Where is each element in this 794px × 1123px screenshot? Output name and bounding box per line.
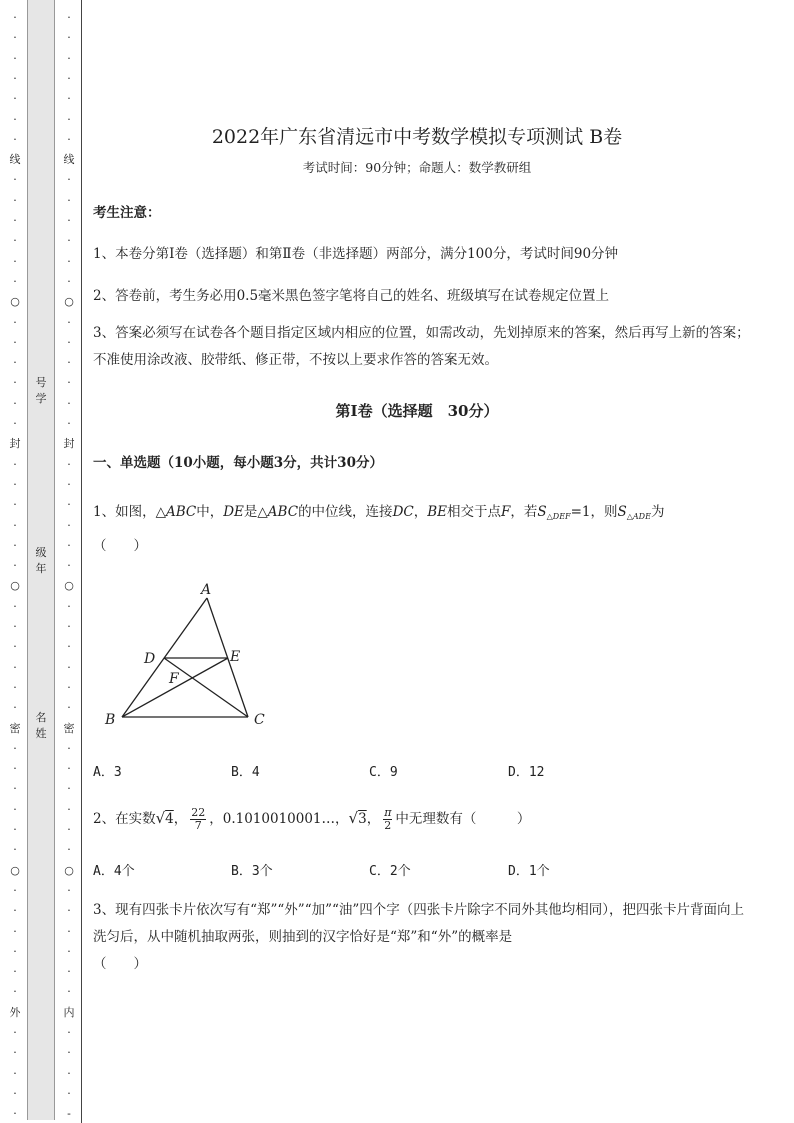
section-title: 第Ⅰ卷（选择题 30分）	[335, 402, 499, 420]
margin-mark: ·	[67, 1046, 71, 1060]
margin-mark: ○	[64, 579, 74, 593]
margin-mark: ·	[67, 701, 71, 715]
margin-mark: ·	[67, 985, 71, 999]
margin-mark: ·	[13, 640, 17, 654]
margin-mark: ·	[13, 51, 17, 65]
q2-option-d[interactable]: D．1个	[508, 864, 550, 879]
margin-mark: ·	[13, 701, 17, 715]
q2-option-a[interactable]: A．4个	[93, 864, 135, 879]
margin-mark: ○	[64, 863, 74, 877]
margin-mark: ○	[10, 863, 20, 877]
margin-mark: ·	[67, 315, 71, 329]
margin-mark: ·	[67, 31, 71, 45]
margin-mark: ·	[67, 335, 71, 349]
margin-mark: ·	[67, 823, 71, 836]
margin-mark: ·	[67, 620, 71, 633]
label-f: F	[169, 671, 179, 687]
margin-mark: ·	[13, 823, 17, 836]
margin-mark: 密	[9, 721, 21, 735]
margin-mark: ·	[13, 214, 17, 227]
margin-mark: ·	[67, 802, 71, 816]
margin-mark: 封	[63, 437, 75, 451]
margin-mark: ·	[13, 315, 17, 329]
margin-mark: ·	[67, 1086, 71, 1100]
margin-mark: ·	[13, 904, 17, 918]
part-heading: 一、单选题（10小题，每小题3分，共计30分）	[93, 455, 383, 471]
exam-info: 考试时间：90分钟；命题人：数学教研组	[302, 160, 532, 175]
margin-mark: ·	[13, 112, 17, 126]
margin-mark: 密	[63, 721, 75, 735]
margin-mark: ·	[13, 1066, 17, 1080]
margin-mark: ○	[10, 295, 20, 309]
margin-mark: ·	[13, 477, 17, 491]
margin-mark: ·	[67, 904, 71, 918]
notice-item-2: 2、答卷前，考生务必用0.5毫米黑色签字笔将自己的姓名、班级填写在试卷规定位置上	[93, 288, 610, 304]
margin-mark: ·	[67, 51, 71, 65]
name-label: 名 姓	[35, 711, 47, 740]
segment-be	[122, 658, 228, 717]
margin-mark: ·	[13, 620, 17, 633]
margin-mark: ·	[67, 924, 71, 938]
margin-mark: 线	[63, 153, 75, 167]
margin-mark: ·	[67, 741, 71, 755]
margin-mark: ·	[13, 335, 17, 349]
margin-mark: ·	[13, 234, 17, 248]
margin-mark: ·	[13, 883, 17, 897]
margin-mark: ·	[67, 132, 71, 146]
margin-mark: ·	[67, 680, 71, 694]
question-2-stem: 2、在实数√4， $\frac{22}{7}$ ，0.1010010001…，√3， $\frac{\pi}{2}$ 中无理数有（ ）	[93, 806, 531, 832]
margin-mark: ·	[13, 498, 17, 512]
margin-mark: ·	[67, 193, 71, 207]
margin-mark: 封	[9, 437, 21, 451]
margin-mark: ·	[67, 11, 71, 24]
margin-mark: ·	[67, 640, 71, 654]
q1-option-d[interactable]: D．12	[508, 765, 545, 780]
margin-mark: ·	[13, 71, 17, 85]
margin-mark: ○	[64, 295, 74, 309]
margin-mark: 内	[63, 1005, 75, 1019]
margin-mark: ·	[67, 965, 71, 979]
margin-mark: ·	[13, 457, 17, 471]
question-1-paren: （ ）	[93, 538, 147, 554]
margin-mark: ·	[13, 92, 17, 106]
margin-mark: ·	[67, 92, 71, 106]
label-e: E	[230, 649, 241, 665]
margin-mark: ·	[13, 518, 17, 532]
notice-item-1: 1、本卷分第Ⅰ卷（选择题）和第Ⅱ卷（非选择题）两部分，满分100分，考试时间90分钟	[93, 246, 619, 262]
label-d: D	[144, 651, 156, 667]
margin-mark: ·	[67, 1066, 71, 1080]
margin-mark: ·	[67, 782, 71, 796]
margin-mark: ·	[67, 1026, 71, 1039]
margin-mark: ·	[13, 1107, 17, 1121]
margin-mark: ·	[13, 762, 17, 776]
margin-mark: ·	[13, 356, 17, 370]
question-3-stem: 3、现有四张卡片依次写有“郑”“外”“加”“油”四个字（四张卡片除字不同外其他均相同），把四张卡片背面向上洗匀后，从中随机抽取两张，则抽到的汉字恰好是“郑”和“外”的概率是	[93, 902, 745, 945]
margin-mark: ○	[10, 579, 20, 593]
margin-mark: ·	[13, 538, 17, 552]
page-title: 2022年广东省清远市中考数学模拟专项测试 B卷	[211, 126, 623, 148]
margin-mark: ·	[67, 396, 71, 410]
q2-option-c[interactable]: C．2个	[369, 864, 411, 879]
margin-mark: ·	[13, 31, 17, 45]
margin-mark: ·	[13, 173, 17, 187]
margin-mark: 线	[9, 153, 21, 167]
margin-mark: ·	[13, 417, 17, 430]
margin-mark: ·	[13, 1086, 17, 1100]
margin-mark: ·	[13, 559, 17, 573]
q1-option-c[interactable]: C．9	[369, 765, 398, 780]
label-a: A	[201, 582, 212, 598]
margin-mark: ·	[13, 193, 17, 207]
segment-dc	[164, 658, 248, 717]
margin-mark: ·	[13, 843, 17, 857]
margin-mark: ·	[67, 599, 71, 613]
notice-item-3: 3、答案必须写在试卷各个题目指定区域内相应的位置，如需改动，先划掉原来的答案，然后再写上新的答案；不准使用涂改液、胶带纸、修正带，不按以上要求作答的答案无效。	[93, 325, 750, 368]
student-id-label: 号 学	[35, 376, 47, 405]
margin-mark: ·	[13, 396, 17, 410]
triangle-figure	[100, 575, 280, 735]
margin-mark: ·	[13, 660, 17, 674]
margin-mark: ·	[67, 173, 71, 187]
margin-mark: ·	[13, 254, 17, 268]
margin-mark: ·	[13, 599, 17, 613]
margin-mark: ·	[67, 457, 71, 471]
margin-mark: ·	[67, 254, 71, 268]
fraction-pi-2: $\frac{\pi}{2}$	[384, 806, 392, 832]
margin-mark: ·	[67, 477, 71, 491]
margin-mark: ·	[13, 1026, 17, 1039]
fraction-22-7: $\frac{22}{7}$	[191, 806, 206, 832]
margin-mark: ·	[13, 11, 17, 24]
margin-mark: ·	[67, 498, 71, 512]
margin-mark: ·	[67, 234, 71, 248]
margin-mark: ·	[13, 741, 17, 755]
margin-mark: ·	[67, 843, 71, 857]
margin-mark: ·	[67, 274, 71, 288]
margin-mark: ·	[13, 274, 17, 288]
q1-option-b[interactable]: B．4	[231, 765, 260, 780]
margin-mark: ·	[67, 376, 71, 390]
margin-mark: ·	[13, 132, 17, 146]
margin-mark: ·	[67, 762, 71, 776]
margin-mark: ·	[67, 660, 71, 674]
margin-mark: ·	[67, 112, 71, 126]
margin-mark: ·	[67, 518, 71, 532]
question-1-stem: 1、如图，△ABC中，DE是△ABC的中位线，连接DC，BE相交于点F，若$S_{\triangle DEF}=1$，则$S_{\triangle ADE}$为	[93, 504, 665, 521]
q1-option-a[interactable]: A．3	[93, 765, 122, 780]
class-label: 级 年	[35, 546, 47, 575]
margin-mark: ·	[67, 71, 71, 85]
notice-heading: 考生注意：	[93, 205, 161, 221]
margin-mark: ·	[13, 802, 17, 816]
q2-option-b[interactable]: B．3个	[231, 864, 273, 879]
margin-mark: ·	[67, 944, 71, 958]
margin-mark: ·	[13, 1046, 17, 1060]
margin-mark: ·	[67, 356, 71, 370]
margin-mark: -	[67, 1107, 71, 1121]
label-b: B	[105, 712, 116, 728]
margin-mark: ·	[67, 883, 71, 897]
margin-mark: ·	[13, 965, 17, 979]
margin-mark: ·	[13, 376, 17, 390]
margin-mark: ·	[67, 417, 71, 430]
label-c: C	[254, 712, 265, 728]
margin-mark: ·	[67, 559, 71, 573]
question-3-paren: （ ）	[93, 956, 147, 972]
margin-mark: ·	[13, 924, 17, 938]
margin-mark: ·	[67, 538, 71, 552]
margin-mark: ·	[13, 944, 17, 958]
margin-mark: ·	[13, 782, 17, 796]
margin-mark: 外	[9, 1005, 21, 1019]
margin-mark: ·	[13, 680, 17, 694]
margin-mark: ·	[67, 214, 71, 227]
margin-mark: ·	[13, 985, 17, 999]
